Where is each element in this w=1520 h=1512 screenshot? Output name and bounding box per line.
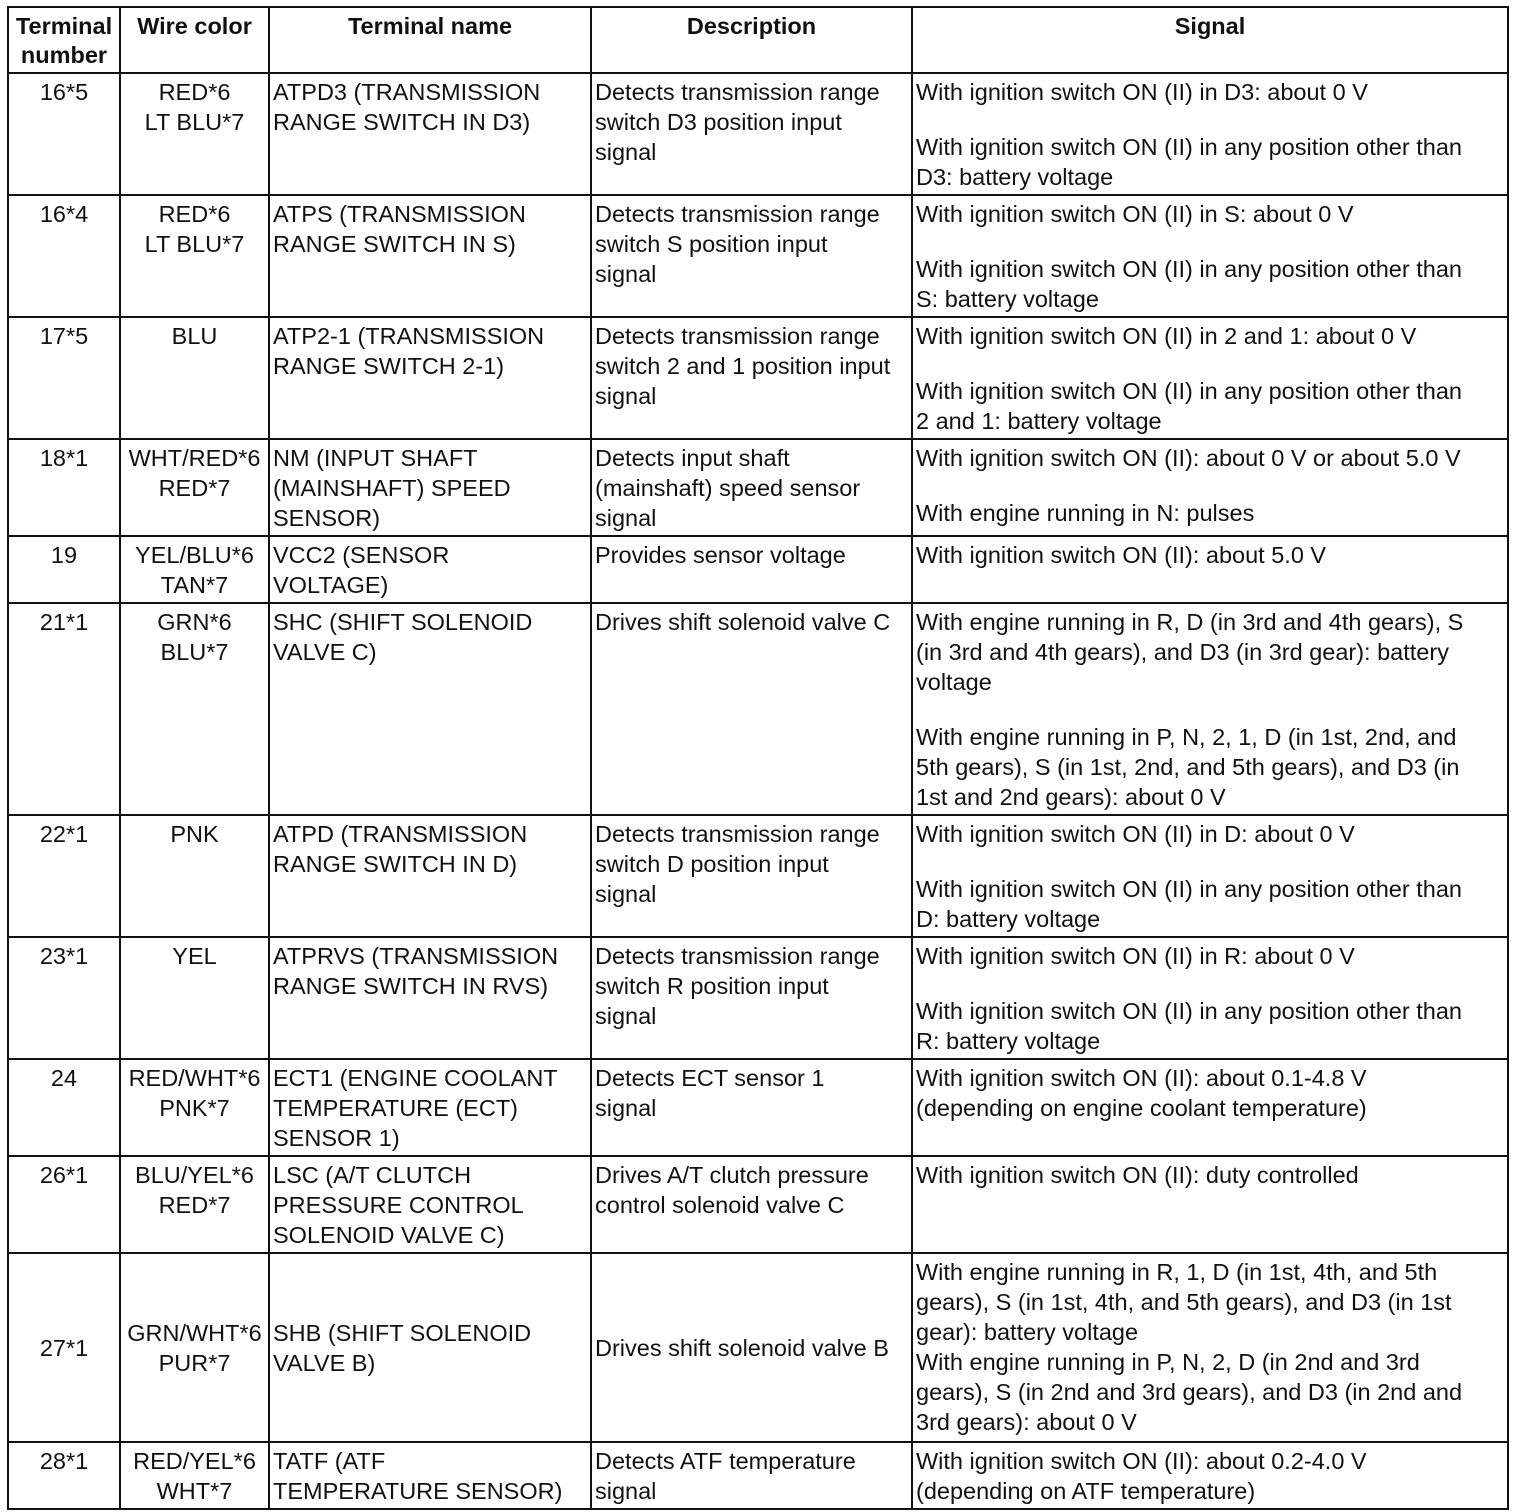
wire-color-line: GRN*6 — [157, 609, 232, 635]
description-line: signal — [595, 881, 657, 907]
terminal-name-line: TEMPERATURE (ECT) — [273, 1095, 519, 1121]
terminal-name-line: SENSOR) — [273, 505, 381, 531]
description-line: control solenoid valve C — [595, 1192, 845, 1218]
description-line: Detects transmission range — [595, 821, 880, 847]
signal-line: 2 and 1: battery voltage — [916, 408, 1162, 434]
terminal-number-cell: 26*1 — [8, 1156, 120, 1253]
signal-cell — [912, 73, 1508, 195]
terminal-name-line: ATPD3 (TRANSMISSION — [273, 79, 541, 105]
wire-color-line: GRN/WHT*6 — [127, 1320, 262, 1346]
signal-line: (depending on ATF temperature) — [916, 1478, 1256, 1504]
description-line: Detects input shaft — [595, 445, 790, 471]
signal-line: voltage — [916, 669, 992, 695]
terminal-number-cell: 24 — [8, 1059, 120, 1156]
signal-line: With ignition switch ON (II) in any position other than — [916, 256, 1462, 282]
signal-line: With engine running in R, 1, D (in 1st, 4th, and 5th — [916, 1259, 1438, 1285]
terminal-name-cell — [269, 1156, 591, 1253]
table-row — [8, 73, 1508, 195]
terminal-number-cell: 22*1 — [8, 815, 120, 937]
terminal-name-cell — [269, 1253, 591, 1442]
header-terminal-number — [8, 7, 120, 73]
table-header-row — [8, 7, 1508, 73]
description-line: switch 2 and 1 position input — [595, 353, 891, 379]
description-cell — [591, 73, 912, 195]
description-line: Detects transmission range — [595, 323, 880, 349]
description-line: (mainshaft) speed sensor — [595, 475, 861, 501]
signal-condition — [916, 321, 1504, 351]
signal-line: With ignition switch ON (II) in R: about 0 V — [916, 943, 1355, 969]
signal-condition — [916, 376, 1504, 436]
wire-color-line: PNK — [170, 821, 219, 847]
header-signal: Signal — [912, 7, 1508, 73]
wire-color-line: RED*7 — [158, 475, 231, 501]
terminal-number-cell: 23*1 — [8, 937, 120, 1059]
description-line: signal — [595, 505, 657, 531]
description-line: signal — [595, 261, 657, 287]
signal-line: S: battery voltage — [916, 286, 1099, 312]
table-row — [8, 815, 1508, 937]
wire-color-line: BLU/YEL*6 — [135, 1162, 254, 1188]
wire-color-cell — [120, 536, 269, 603]
wire-color-cell — [120, 603, 269, 815]
wire-color-cell — [120, 195, 269, 317]
terminal-number-cell: 16*5 — [8, 73, 120, 195]
terminal-name-cell — [269, 937, 591, 1059]
signal-cell — [912, 1059, 1508, 1156]
wire-color-line: LT BLU*7 — [144, 231, 245, 257]
wire-color-line: WHT/RED*6 — [128, 445, 261, 471]
terminal-number-cell: 19 — [8, 536, 120, 603]
wire-color-line: WHT*7 — [156, 1478, 233, 1504]
signal-line: 5th gears), S (in 1st, 2nd, and 5th gears), and D3 (in — [916, 754, 1460, 780]
table-body — [8, 73, 1508, 1509]
signal-condition — [916, 254, 1504, 314]
signal-line: With ignition switch ON (II): duty controlled — [916, 1162, 1359, 1188]
signal-cell — [912, 1253, 1508, 1442]
signal-cell — [912, 815, 1508, 937]
signal-condition — [916, 607, 1504, 697]
description-cell — [591, 1253, 912, 1442]
wire-color-cell — [120, 1156, 269, 1253]
description-line: Detects ATF temperature — [595, 1448, 856, 1474]
terminal-name-line: TEMPERATURE SENSOR) — [273, 1478, 563, 1504]
signal-condition — [916, 722, 1504, 812]
signal-line: With ignition switch ON (II) in any position other than — [916, 134, 1462, 160]
wire-color-cell — [120, 815, 269, 937]
description-line: Drives shift solenoid valve B — [595, 1335, 889, 1361]
signal-condition — [916, 996, 1504, 1056]
wire-color-cell — [120, 1059, 269, 1156]
signal-condition — [916, 1446, 1504, 1506]
terminal-number-cell: 16*4 — [8, 195, 120, 317]
terminal-name-line: SHB (SHIFT SOLENOID — [273, 1320, 532, 1346]
signal-line: With ignition switch ON (II) in D3: about 0 V — [916, 79, 1368, 105]
signal-line: gears), S (in 2nd and 3rd gears), and D3 (in 2nd and — [916, 1379, 1463, 1405]
signal-line: With ignition switch ON (II): about 0.1-4.8 V — [916, 1065, 1367, 1091]
table-row — [8, 1156, 1508, 1253]
wire-color-line: RED*6 — [158, 201, 231, 227]
wire-color-line: YEL/BLU*6 — [135, 542, 254, 568]
table-row — [8, 603, 1508, 815]
terminal-name-cell — [269, 603, 591, 815]
terminal-name-line: RANGE SWITCH 2-1) — [273, 353, 505, 379]
terminal-name-cell — [269, 317, 591, 439]
table-row — [8, 1059, 1508, 1156]
wire-color-cell — [120, 73, 269, 195]
signal-condition — [916, 132, 1504, 192]
wire-color-line: RED/WHT*6 — [128, 1065, 261, 1091]
description-cell — [591, 937, 912, 1059]
signal-cell — [912, 536, 1508, 603]
terminal-name-line: ECT1 (ENGINE COOLANT — [273, 1065, 558, 1091]
wire-color-line: PNK*7 — [159, 1095, 230, 1121]
table-row — [8, 536, 1508, 603]
description-cell — [591, 317, 912, 439]
signal-line: gears), S (in 1st, 4th, and 5th gears), and D3 (in 1st — [916, 1289, 1452, 1315]
wire-color-cell — [120, 1442, 269, 1509]
wire-color-cell — [120, 317, 269, 439]
terminal-name-line: VOLTAGE) — [273, 572, 389, 598]
signal-line: 3rd gears): about 0 V — [916, 1409, 1137, 1435]
terminal-name-line: (MAINSHAFT) SPEED — [273, 475, 511, 501]
signal-condition — [916, 77, 1504, 107]
description-line: signal — [595, 139, 657, 165]
signal-line: 1st and 2nd gears): about 0 V — [916, 784, 1226, 810]
terminal-name-line: VALVE B) — [273, 1350, 376, 1376]
description-line: Drives shift solenoid valve C — [595, 609, 891, 635]
terminal-name-cell — [269, 536, 591, 603]
terminal-name-line: RANGE SWITCH IN D) — [273, 851, 518, 877]
signal-cell — [912, 603, 1508, 815]
signal-line: (in 3rd and 4th gears), and D3 (in 3rd gear): battery — [916, 639, 1449, 665]
description-line: signal — [595, 1003, 657, 1029]
description-cell — [591, 603, 912, 815]
signal-cell — [912, 439, 1508, 536]
signal-cell — [912, 1156, 1508, 1253]
signal-condition — [916, 498, 1504, 528]
wire-color-line: YEL — [172, 943, 217, 969]
description-line: Detects ECT sensor 1 — [595, 1065, 825, 1091]
description-cell — [591, 439, 912, 536]
header-terminal-number-line2: number — [20, 42, 108, 68]
signal-condition — [916, 874, 1504, 934]
terminal-number-cell: 28*1 — [8, 1442, 120, 1509]
terminal-name-line: PRESSURE CONTROL — [273, 1192, 524, 1218]
description-cell — [591, 815, 912, 937]
header-terminal-name: Terminal name — [269, 7, 591, 73]
signal-line: With ignition switch ON (II) in any position other than — [916, 378, 1462, 404]
terminal-name-line: ATPD (TRANSMISSION — [273, 821, 528, 847]
signal-cell — [912, 195, 1508, 317]
wire-color-line: RED*7 — [158, 1192, 231, 1218]
terminal-name-cell — [269, 1442, 591, 1509]
signal-cell — [912, 1442, 1508, 1509]
wire-color-line: PUR*7 — [158, 1350, 231, 1376]
signal-line: With engine running in P, N, 2, D (in 2nd and 3rd — [916, 1349, 1420, 1375]
terminal-name-line: RANGE SWITCH IN RVS) — [273, 973, 549, 999]
terminal-name-line: SENSOR 1) — [273, 1125, 400, 1151]
description-line: switch R position input — [595, 973, 829, 999]
terminal-name-line: VCC2 (SENSOR — [273, 542, 450, 568]
signal-condition — [916, 1257, 1504, 1347]
signal-line: R: battery voltage — [916, 1028, 1101, 1054]
signal-line: With ignition switch ON (II): about 0.2-4.0 V — [916, 1448, 1367, 1474]
signal-condition — [916, 540, 1504, 570]
terminal-name-line: RANGE SWITCH IN S) — [273, 231, 516, 257]
description-cell — [591, 536, 912, 603]
table-row — [8, 195, 1508, 317]
signal-condition — [916, 1347, 1504, 1437]
table-row — [8, 317, 1508, 439]
terminal-name-line: TATF (ATF — [273, 1448, 386, 1474]
terminal-name-line: RANGE SWITCH IN D3) — [273, 109, 531, 135]
terminal-name-cell — [269, 815, 591, 937]
wire-color-cell — [120, 937, 269, 1059]
signal-line: D3: battery voltage — [916, 164, 1114, 190]
signal-condition — [916, 1160, 1504, 1190]
description-line: switch D3 position input — [595, 109, 842, 135]
signal-condition — [916, 199, 1504, 229]
wire-color-line: BLU*7 — [160, 639, 229, 665]
description-cell — [591, 1156, 912, 1253]
description-line: Drives A/T clutch pressure — [595, 1162, 869, 1188]
header-description: Description — [591, 7, 912, 73]
terminal-name-cell — [269, 73, 591, 195]
description-line: signal — [595, 1095, 657, 1121]
description-line: Detects transmission range — [595, 943, 880, 969]
description-line: Detects transmission range — [595, 201, 880, 227]
signal-condition — [916, 443, 1504, 473]
terminal-name-cell — [269, 439, 591, 536]
table-row — [8, 1253, 1508, 1442]
signal-line: With ignition switch ON (II) in S: about 0 V — [916, 201, 1354, 227]
description-cell — [591, 195, 912, 317]
terminal-name-line: ATPRVS (TRANSMISSION — [273, 943, 559, 969]
terminal-number-cell: 17*5 — [8, 317, 120, 439]
terminal-name-line: NM (INPUT SHAFT — [273, 445, 478, 471]
terminal-number-cell: 21*1 — [8, 603, 120, 815]
terminal-number-cell: 18*1 — [8, 439, 120, 536]
signal-line: With ignition switch ON (II): about 5.0 V — [916, 542, 1327, 568]
table-row — [8, 937, 1508, 1059]
wire-color-cell — [120, 439, 269, 536]
signal-condition — [916, 819, 1504, 849]
terminal-name-line: VALVE C) — [273, 639, 377, 665]
description-line: signal — [595, 1478, 657, 1504]
signal-line: (depending on engine coolant temperature) — [916, 1095, 1367, 1121]
signal-condition — [916, 1063, 1504, 1123]
terminal-name-line: LSC (A/T CLUTCH — [273, 1162, 472, 1188]
header-wire-color: Wire color — [120, 7, 269, 73]
terminal-name-line: ATPS (TRANSMISSION — [273, 201, 526, 227]
terminal-table — [7, 6, 1509, 1510]
signal-line: With engine running in N: pulses — [916, 500, 1255, 526]
table-row — [8, 1442, 1508, 1509]
signal-line: gear): battery voltage — [916, 1319, 1139, 1345]
signal-line: With ignition switch ON (II) in any position other than — [916, 876, 1462, 902]
signal-cell — [912, 937, 1508, 1059]
wire-color-line: BLU — [171, 323, 218, 349]
header-terminal-number-line1: Terminal — [15, 13, 113, 39]
signal-line: With engine running in P, N, 2, 1, D (in 1st, 2nd, and — [916, 724, 1457, 750]
signal-condition — [916, 941, 1504, 971]
description-line: switch D position input — [595, 851, 829, 877]
table-row — [8, 439, 1508, 536]
signal-cell — [912, 317, 1508, 439]
terminal-number-cell: 27*1 — [8, 1253, 120, 1442]
description-line: Detects transmission range — [595, 79, 880, 105]
description-cell — [591, 1442, 912, 1509]
terminal-name-line: SHC (SHIFT SOLENOID — [273, 609, 533, 635]
signal-line: With ignition switch ON (II) in any position other than — [916, 998, 1462, 1024]
description-line: switch S position input — [595, 231, 828, 257]
description-line: Provides sensor voltage — [595, 542, 846, 568]
terminal-name-cell — [269, 195, 591, 317]
signal-line: With ignition switch ON (II) in D: about 0 V — [916, 821, 1355, 847]
description-line: signal — [595, 383, 657, 409]
description-cell — [591, 1059, 912, 1156]
signal-line: With ignition switch ON (II) in 2 and 1: about 0 V — [916, 323, 1417, 349]
wire-color-line: RED/YEL*6 — [133, 1448, 256, 1474]
wire-color-line: TAN*7 — [160, 572, 229, 598]
signal-line: D: battery voltage — [916, 906, 1101, 932]
wire-color-line: LT BLU*7 — [144, 109, 245, 135]
wire-color-cell — [120, 1253, 269, 1442]
signal-line: With engine running in R, D (in 3rd and 4th gears), S — [916, 609, 1464, 635]
terminal-name-line: SOLENOID VALVE C) — [273, 1222, 505, 1248]
terminal-name-line: ATP2-1 (TRANSMISSION — [273, 323, 545, 349]
terminal-name-cell — [269, 1059, 591, 1156]
signal-line: With ignition switch ON (II): about 0 V or about 5.0 V — [916, 445, 1461, 471]
wire-color-line: RED*6 — [158, 79, 231, 105]
